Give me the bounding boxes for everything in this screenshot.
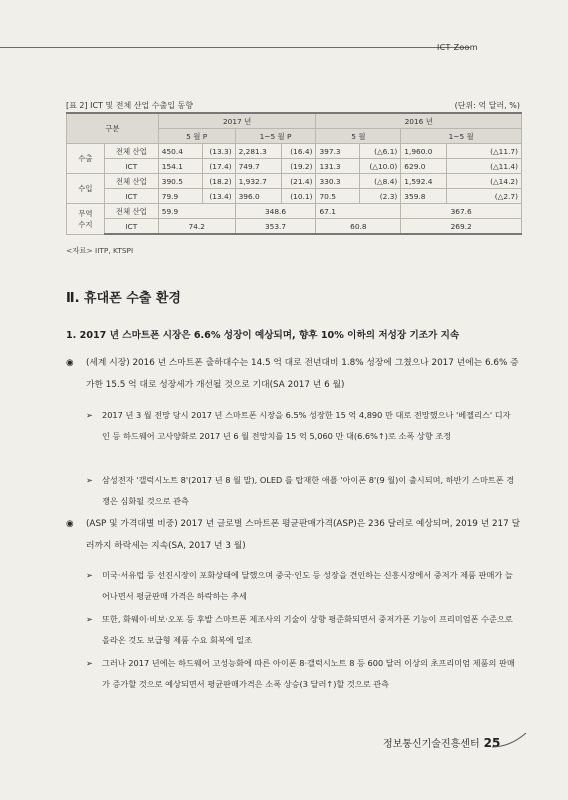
- cell-growth: (21.4): [281, 174, 316, 189]
- bullet-text: (ASP 및 가격대별 비중) 2017 년 글로벌 스마트폰 평균판매가격(ASP)은 236 달러로 예상되며, 2019 년 217 달러까지 하락세는 지속(SA, 2017 년 3 월): [86, 519, 521, 551]
- sub-bullet-item: [86, 470, 517, 512]
- page-number: 25: [483, 736, 501, 750]
- trade-table: [66, 112, 522, 235]
- table-header-2017: 2017 년: [158, 113, 316, 129]
- cell-value: 397.3: [316, 144, 360, 159]
- footer-org: 정보통신기술진흥센터: [383, 739, 480, 750]
- bullet-item: [66, 352, 521, 396]
- sub-bullet-item: [86, 653, 517, 695]
- page-footer: [383, 735, 500, 750]
- target-bullet-icon: ◉: [66, 519, 74, 529]
- cell-growth: (10.1): [281, 189, 316, 204]
- cell-growth: (16.4): [281, 144, 316, 159]
- table-row: [67, 144, 522, 159]
- cell-value: 353.7: [235, 219, 316, 235]
- subsection-title: 1. 2017 년 스마트폰 시장은 6.6% 성장이 예상되며, 향후 10% 이하의 저성장 기조가 지속: [66, 330, 460, 341]
- sub-bullet-text: 그러나 2017 년에는 하드웨어 고성능화에 따른 아이폰 8·갤럭시노트 8 등 600 달러 이상의 초프리미엄 제품의 판매가 증가할 것으로 예상되면서 평균판매가격은 소폭 상승(3 달러↑)할 것으로 관측: [102, 658, 515, 689]
- cell-value: 79.9: [158, 189, 202, 204]
- sub-bullet-item: [86, 405, 517, 447]
- cell-value: 450.4: [158, 144, 202, 159]
- table-header-col: 1~5 월 P: [235, 129, 316, 144]
- table-header-col: 1~5 월: [401, 129, 522, 144]
- row-label: 전체 산업: [104, 144, 158, 159]
- cell-value: 367.6: [401, 204, 522, 219]
- cell-value: 2,281.3: [235, 144, 281, 159]
- cell-growth: (19.2): [281, 159, 316, 174]
- cell-value: 60.8: [316, 219, 401, 235]
- cell-value: 348.6: [235, 204, 316, 219]
- bullet-item: [66, 513, 521, 557]
- cell-value: 67.1: [316, 204, 401, 219]
- cell-growth: (18.2): [202, 174, 235, 189]
- table-row: [67, 204, 522, 219]
- sub-bullet-text: 삼성전자 '갤럭시노트 8'(2017 년 8 월 말), OLED 를 탑재한 애플 '아이폰 8'(9 월)이 출시되며, 하반기 스마트폰 경쟁은 심화될 것으로 관측: [102, 475, 515, 506]
- row-label: ICT: [104, 189, 158, 204]
- group-label-line2: 수지: [78, 219, 93, 229]
- cell-growth: (2.3): [360, 189, 401, 204]
- section-title: Ⅱ. 휴대폰 수출 환경: [66, 291, 181, 306]
- cell-growth: (△14.2): [447, 174, 522, 189]
- cell-value: 749.7: [235, 159, 281, 174]
- sub-bullet-item: [86, 565, 517, 607]
- target-bullet-icon: ◉: [66, 358, 74, 368]
- cell-growth: (△2.7): [447, 189, 522, 204]
- arrow-bullet-icon: ➢: [86, 410, 93, 420]
- cell-value: 1,592.4: [401, 174, 447, 189]
- row-label: ICT: [104, 159, 158, 174]
- running-header: ICT Zoom: [437, 43, 478, 52]
- cell-value: 1,932.7: [235, 174, 281, 189]
- cell-value: 70.5: [316, 189, 360, 204]
- group-label: [67, 204, 105, 235]
- cell-value: 269.2: [401, 219, 522, 235]
- cell-growth: (13.3): [202, 144, 235, 159]
- bullet-text: (세계 시장) 2016 년 스마트폰 출하대수는 14.5 억 대로 전년대비 1.8% 성장에 그쳤으나 2017 년에는 6.6% 증가한 15.5 억 대로 성장세가 개선될 것으로 기대(SA 2017 년 6 월): [86, 358, 519, 390]
- row-label: ICT: [104, 219, 158, 235]
- cell-value: 629.0: [401, 159, 447, 174]
- cell-growth: (13.4): [202, 189, 235, 204]
- table-caption: [표 2] ICT 및 전체 산업 수출입 동향: [66, 101, 193, 110]
- cell-value: 396.0: [235, 189, 281, 204]
- header-rule: [0, 47, 470, 48]
- cell-growth: (△10.0): [360, 159, 401, 174]
- cell-value: 390.5: [158, 174, 202, 189]
- table-row: [67, 159, 522, 174]
- row-label: 전체 산업: [104, 174, 158, 189]
- arrow-bullet-icon: ➢: [86, 570, 93, 580]
- cell-value: 74.2: [158, 219, 235, 235]
- table-source: <자료> IITP, KTSPI: [66, 246, 134, 255]
- group-label: 수입: [67, 174, 105, 204]
- table-row: [67, 219, 522, 235]
- table-row: [67, 174, 522, 189]
- group-label-line1: 무역: [78, 208, 93, 218]
- table-header-2016: 2016 년: [316, 113, 522, 129]
- cell-value: 154.1: [158, 159, 202, 174]
- cell-growth: (△8.4): [360, 174, 401, 189]
- sub-bullet-text: 미국·서유럽 등 선진시장이 포화상태에 달했으며 중국·인도 등 성장을 견인하는 신흥시장에서 중저가 제품 판매가 늘어나면서 평균판매 가격은 하락하는 추세: [102, 570, 513, 601]
- cell-growth: (△6.1): [360, 144, 401, 159]
- arrow-bullet-icon: ➢: [86, 475, 93, 485]
- cell-growth: (△11.7): [447, 144, 522, 159]
- table-header-col: 5 월 P: [158, 129, 235, 144]
- cell-value: 330.3: [316, 174, 360, 189]
- cell-value: 59.9: [158, 204, 235, 219]
- footer-swoosh: [490, 731, 530, 751]
- table-header-col: 5 월: [316, 129, 401, 144]
- table-row: [67, 189, 522, 204]
- table-header-gubun: 구분: [67, 113, 159, 144]
- cell-value: 359.8: [401, 189, 447, 204]
- arrow-bullet-icon: ➢: [86, 614, 93, 624]
- sub-bullet-text: 또한, 화웨이·비보·오포 등 후발 스마트폰 제조사의 기술이 상향 평준화되면서 중저가폰 기능이 프리미엄폰 수준으로 올라온 것도 보급형 제품 수요 회복에 일조: [102, 614, 513, 645]
- group-label: 수출: [67, 144, 105, 174]
- cell-growth: (△11.4): [447, 159, 522, 174]
- cell-value: 131.3: [316, 159, 360, 174]
- cell-growth: (17.4): [202, 159, 235, 174]
- sub-bullet-item: [86, 609, 517, 651]
- cell-value: 1,960.0: [401, 144, 447, 159]
- arrow-bullet-icon: ➢: [86, 658, 93, 668]
- table-unit: (단위: 억 달러, %): [454, 101, 520, 110]
- sub-bullet-text: 2017 년 3 월 전망 당시 2017 년 스마트폰 시장을 6.5% 성장한 15 억 4,890 만 대로 전망했으나 '베젤리스' 디자인 등 하드웨어 고사양화로 2017 년 6 월 전망치를 15 억 5,060 만 대(6.6%↑)로 소폭 상향 조정: [102, 410, 511, 441]
- row-label: 전체 산업: [104, 204, 158, 219]
